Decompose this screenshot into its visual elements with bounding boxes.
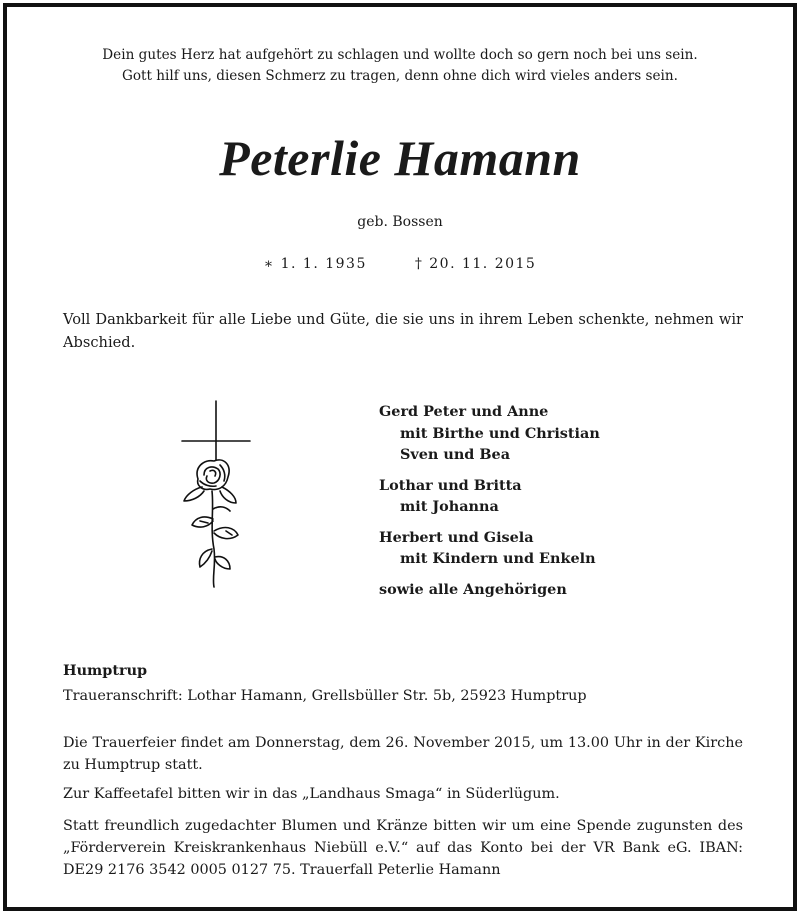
birth-name: geb. Bossen <box>357 214 443 230</box>
place-name: Humptrup <box>63 662 148 679</box>
cross-with-rose-icon <box>174 399 264 589</box>
mourner-line: mit Kindern und Enkeln <box>400 550 596 567</box>
motto-line-1: Dein gutes Herz hat aufgehört zu schlagen und wollte doch so gern noch bei uns sein. <box>102 47 698 63</box>
mourner-line: Herbert und Gisela <box>379 528 534 546</box>
mourner-line: Sven und Bea <box>400 446 511 463</box>
mourners-closing: sowie alle Angehörigen <box>379 580 567 598</box>
motto-verse <box>7 45 793 87</box>
farewell-text: Voll Dankbarkeit für alle Liebe und Güte, die sie uns in ihrem Leben schenkte, nehmen wir Abschied. <box>63 311 743 351</box>
funeral-info: Die Trauerfeier findet am Donnerstag, dem 26. November 2015, um 13.00 Uhr in der Kirche zu Humptrup statt. <box>63 735 743 773</box>
mourning-address: Traueranschrift: Lothar Hamann, Grellsbüller Str. 5b, 25923 Humptrup <box>63 688 587 704</box>
birth-date: ∗ 1. 1. 1935 <box>263 256 367 272</box>
donation-info: Statt freundlich zugedachter Blumen und Kränze bitten wir um eine Spende zugunsten des „Förderverein Kreiskrankenhaus Niebüll e.V.“ auf das Konto bei der VR Bank eG. IBAN: DE29 2176 3542 0005 0127 75. Trauerfall Peterlie Hamann <box>63 818 743 878</box>
death-date: † 20. 11. 2015 <box>414 256 537 272</box>
life-dates <box>7 253 793 275</box>
mourner-group-3 <box>379 527 600 570</box>
mourner-group-2 <box>379 475 600 518</box>
mourner-group-1 <box>379 401 600 466</box>
mourners-list <box>379 401 600 600</box>
mourner-line: mit Johanna <box>400 498 499 515</box>
obituary-notice <box>3 3 797 911</box>
mourner-line: mit Birthe und Christian <box>400 424 600 442</box>
mourner-line: Lothar und Britta <box>379 476 522 494</box>
deceased-name: Peterlie Hamann <box>219 130 581 186</box>
coffee-info: Zur Kaffeetafel bitten wir in das „Landhaus Smaga“ in Süderlügum. <box>63 786 560 802</box>
motto-line-2: Gott hilf uns, diesen Schmerz zu tragen, denn ohne dich wird vieles anders sein. <box>122 68 678 84</box>
mourner-line: Gerd Peter und Anne <box>379 403 549 420</box>
